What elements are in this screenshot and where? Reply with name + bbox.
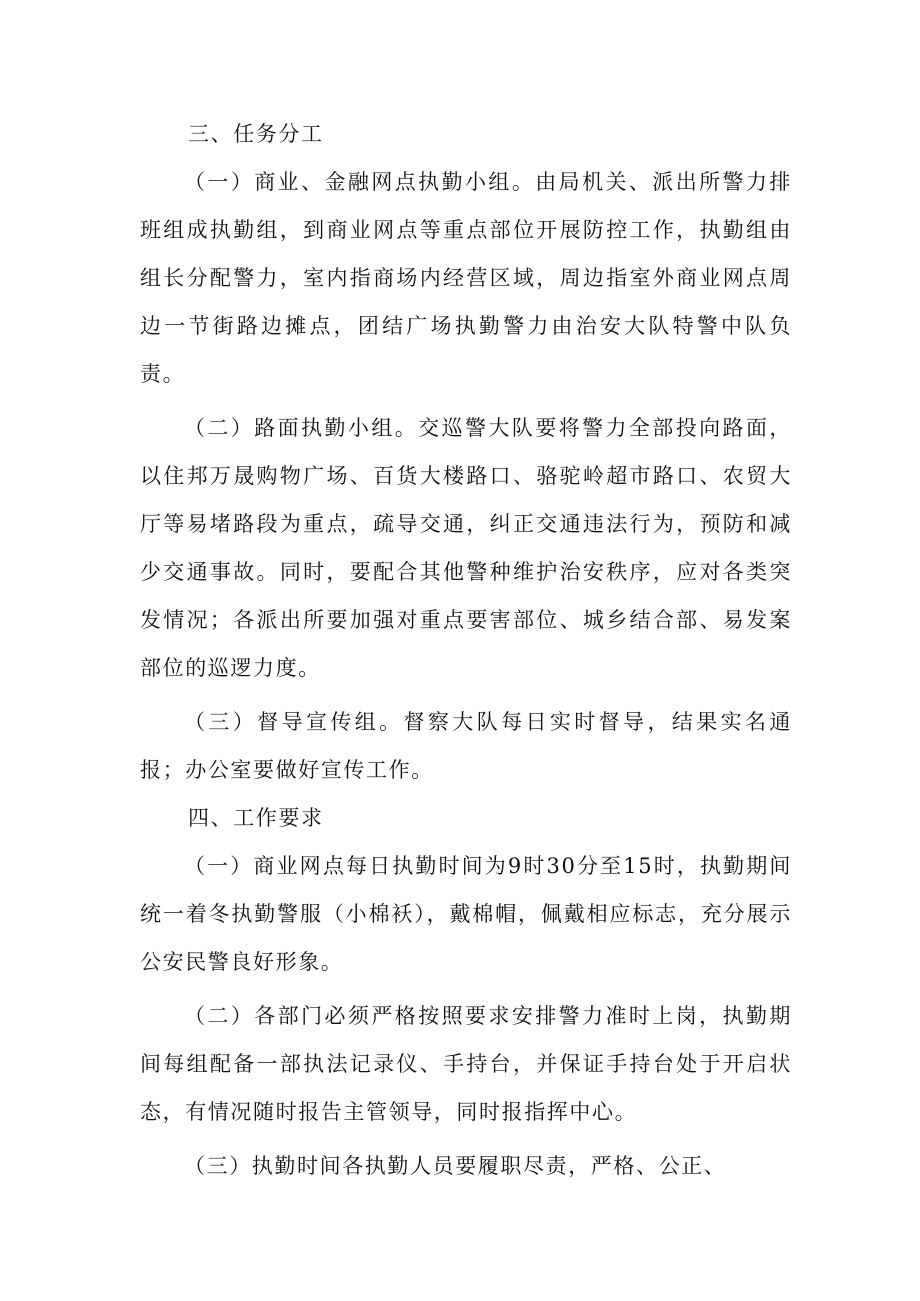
document-body [140, 110, 792, 1190]
paragraph-staffing-equipment: （二）各部门必须严格按照要求安排警力准时上岗，执勤期间每组配备一部执法记录仪、手持台，并保证手持台处于开启状态，有情况随时报告主管领导，同时报指挥中心。 [140, 1004, 792, 1124]
section-heading-work-requirements: 四、工作要求 [188, 806, 324, 830]
paragraph-duty-hours-uniform: （一）商业网点每日执勤时间为9时30分至15时，执勤期间统一着冬执勤警服（小棉袄），戴棉帽，佩戴相应标志，充分展示公安民警良好形象。 [140, 854, 792, 974]
paragraph-duty-conduct: （三）执勤时间各执勤人员要履职尽责，严格、公正、 [184, 1154, 727, 1178]
section-heading-task-division: 三、任务分工 [188, 122, 324, 146]
paragraph-supervision-publicity-group: （三）督导宣传组。督察大队每日实时督导，结果实名通报；办公室要做好宣传工作。 [140, 710, 792, 782]
paragraph-commercial-financial-duty-group: （一）商业、金融网点执勤小组。由局机关、派出所警力排班组成执勤组，到商业网点等重点部位开展防控工作，执勤组由组长分配警力，室内指商场内经营区域，周边指室外商业网点周边一节街路边摊点，团结广场执勤警力由治安大队特警中队负责。 [140, 170, 792, 386]
paragraph-road-duty-group: （二）路面执勤小组。交巡警大队要将警力全部投向路面，以住邦万晟购物广场、百货大楼路口、骆驼岭超市路口、农贸大厅等易堵路段为重点，疏导交通，纠正交通违法行为，预防和减少交通事故。同时，要配合其他警种维护治安秩序，应对各类突发情况；各派出所要加强对重点要害部位、城乡结合部、易发案部位的巡逻力度。 [140, 416, 792, 680]
